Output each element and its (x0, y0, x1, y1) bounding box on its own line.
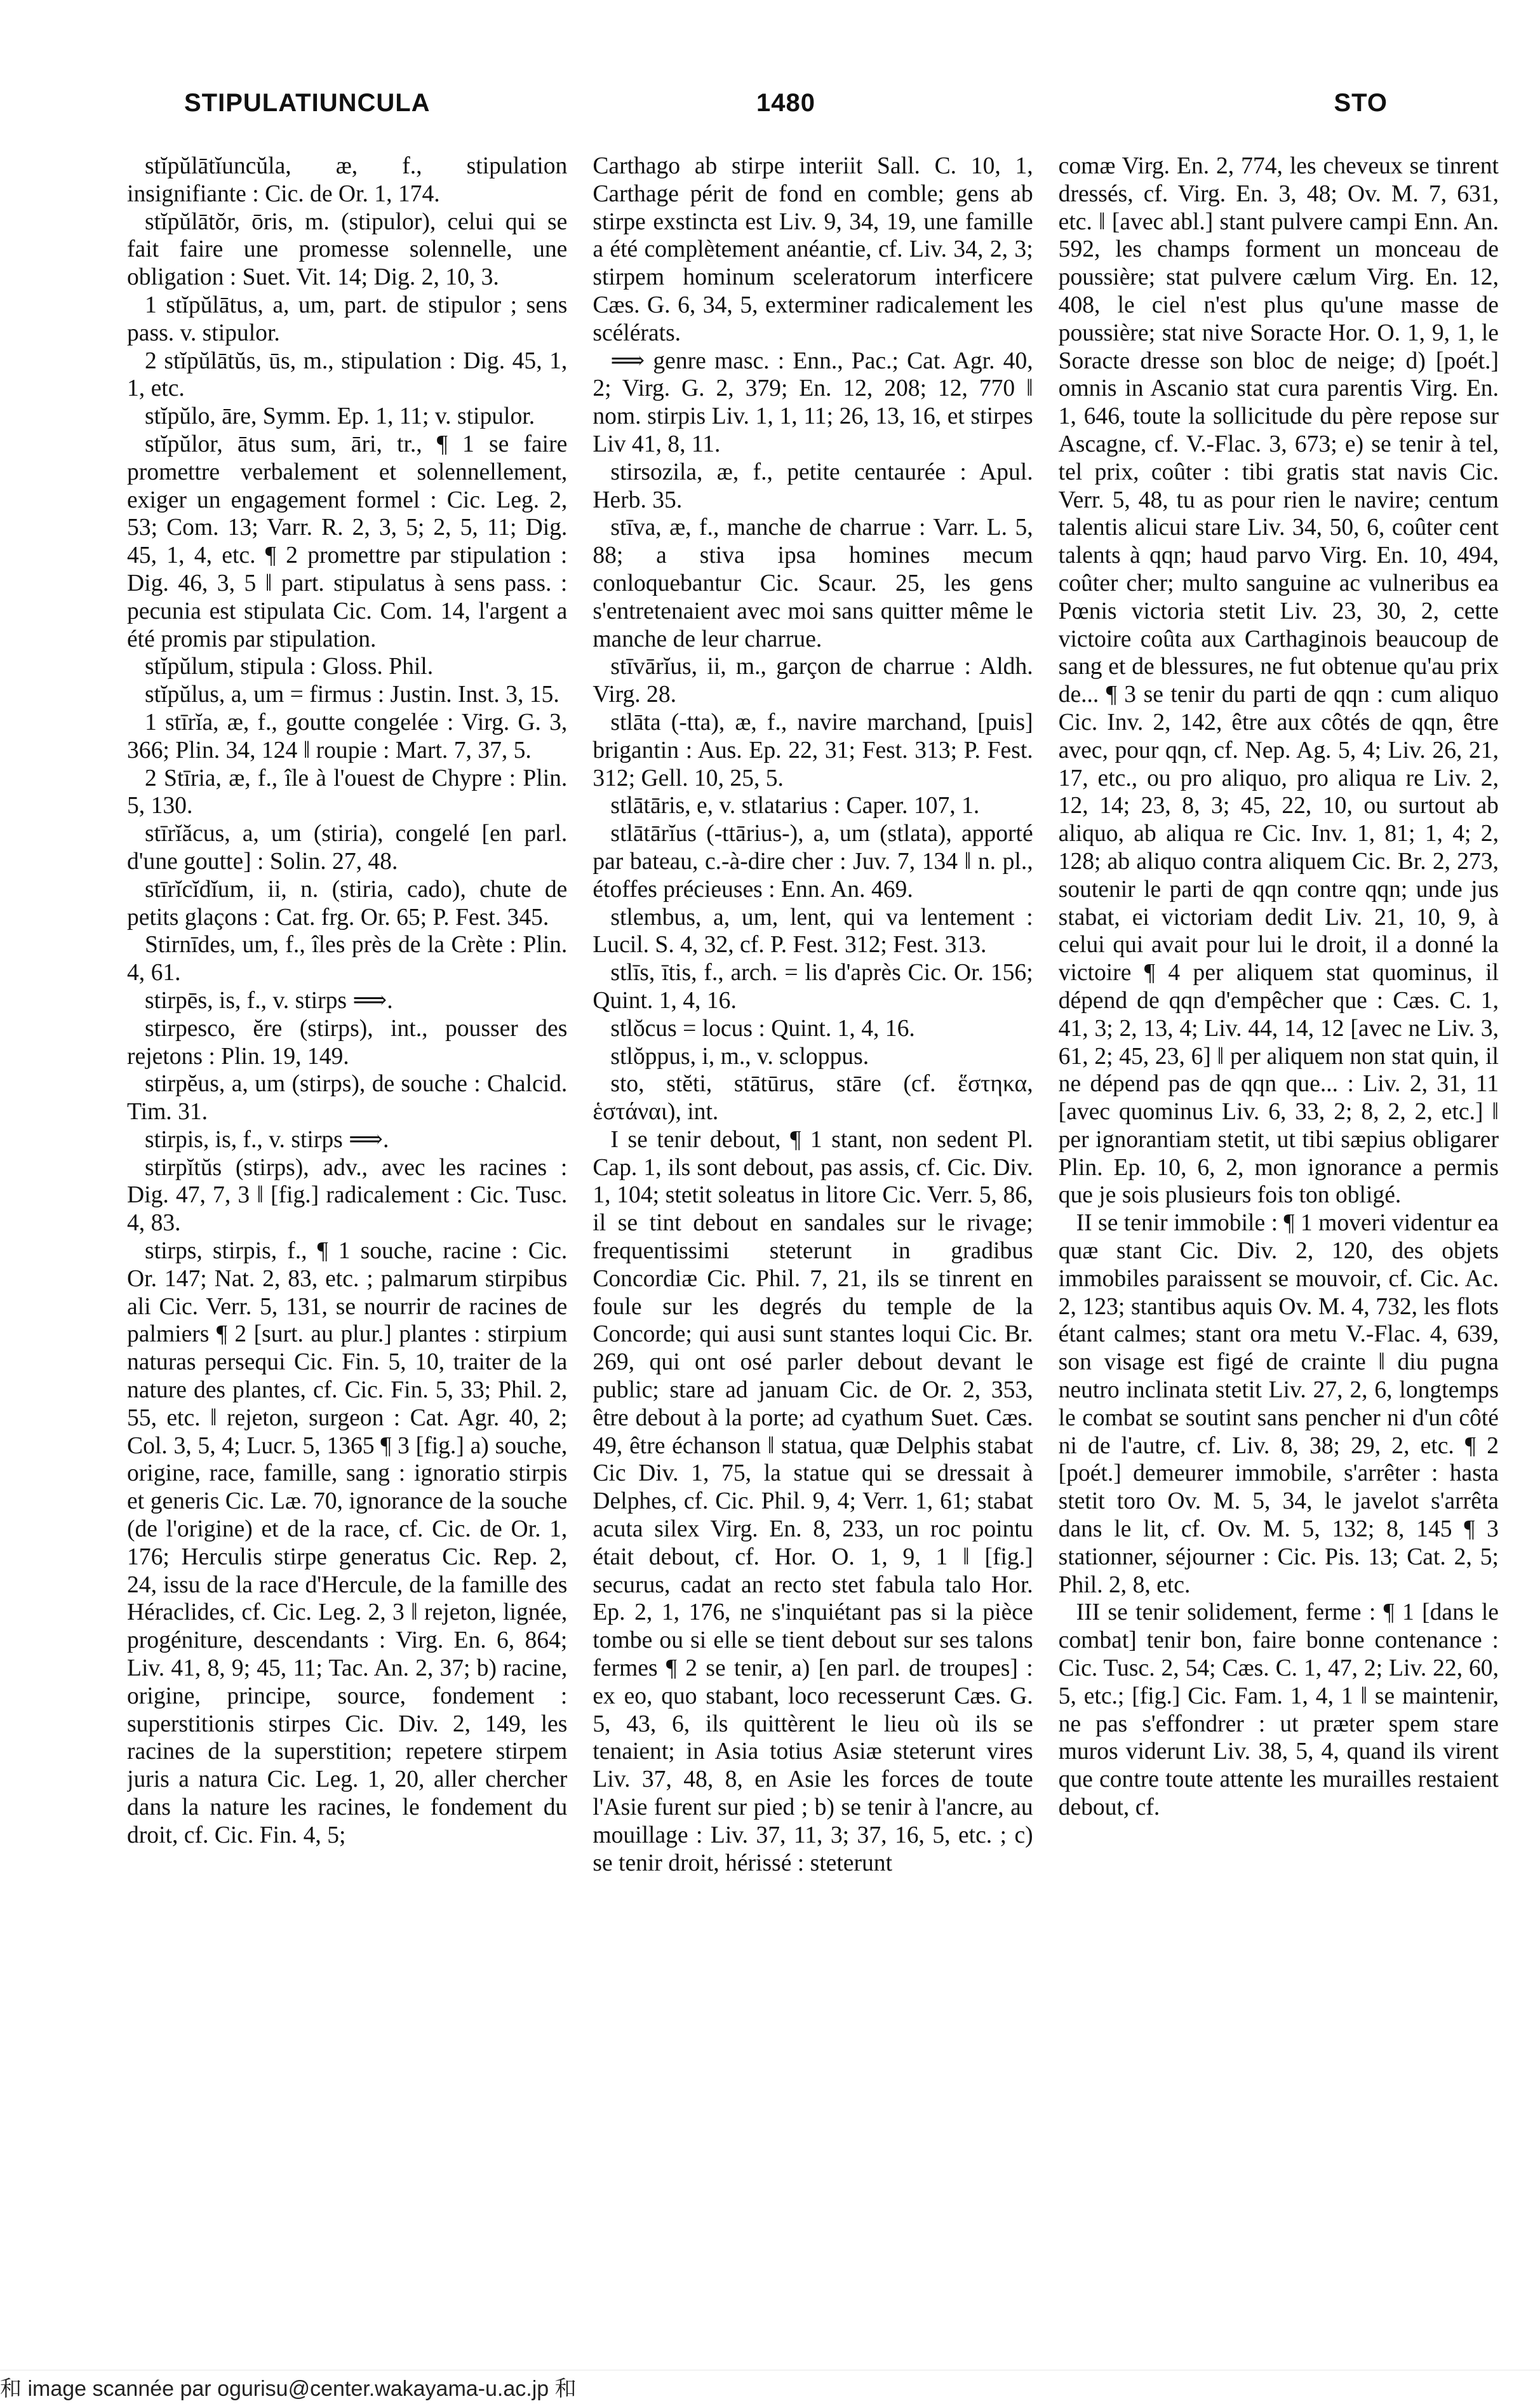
dictionary-entry: stlātārĭus (-ttārius-), a, um (stlata), apporté par bateau, c.-à-dire cher : Juv. 7, 134 ‖ n. pl., étoffes précieuses : Enn. An. 469. (593, 821, 1033, 903)
dictionary-entry: stlembus, a, um, lent, qui va lentement : Lucil. S. 4, 32, cf. P. Fest. 312; Fest. 313. (593, 904, 1033, 958)
dictionary-entry: stīva, æ, f., manche de charrue : Varr. L. 5, 88; a stiva ipsa homines mecum conloquebantur Cic. Scaur. 25, les gens s'entretenaient avec moi sans quitter même le manche de leur charrue. (593, 514, 1033, 652)
dictionary-entry: 1 stĭpŭlātus, a, um, part. de stipulor ; sens pass. v. stipulor. (127, 292, 568, 346)
dictionary-entry: stlātāris, e, v. stlatarius : Caper. 107, 1. (610, 793, 980, 819)
dictionary-entry: stĭpŭlum, stipula : Gloss. Phil. (145, 654, 434, 680)
dictionary-entry: stĭpŭlus, a, um = firmus : Justin. Inst. 3, 15. (145, 682, 559, 708)
scan-credit: 和 image scannée par ogurisu@center.wakayama-u.ac.jp 和 (0, 2377, 577, 2401)
dictionary-entry: III se tenir solidement, ferme : ¶ 1 [dans le combat] tenir bon, faire bonne contenance : Cic. Tusc. 2, 54; Cæs. C. 1, 47, 2; Liv. 22, 60, 5, etc.; [fig.] Cic. Fam. 1, 4, 1 ‖ se maintenir, ne pas s'effondrer : ut præter spem stare muros viderunt Liv. 38, 5, 4, quand ils virent que contre toute attente les murailles restaient debout, cf. (1058, 1599, 1499, 1821)
dictionary-entry: Carthago ab stirpe interiit Sall. C. 10, 1, Carthage périt de fond en comble; gens ab stirpe exstincta est Liv. 9, 34, 19, une famille a été complètement anéantie, cf. Liv. 34, 2, 3; stirpem hominum sceleratorum interficere Cæs. G. 6, 34, 5, exterminer radicalement les scélérats. (593, 153, 1033, 346)
column-2 (593, 152, 1033, 2337)
dictionary-entry: stlāta (-tta), æ, f., navire marchand, [puis] brigantin : Aus. Ep. 22, 31; Fest. 313; P. Fest. 312; Gell. 10, 25, 5. (593, 709, 1033, 791)
column-3 (1059, 152, 1499, 2337)
dictionary-entry: 1 stīrĭa, æ, f., goutte congelée : Virg. G. 3, 366; Plin. 34, 124 ‖ roupie : Mart. 7, 37, 5. (127, 709, 568, 763)
dictionary-entry: stirpesco, ĕre (stirps), int., pousser des rejetons : Plin. 19, 149. (127, 1015, 568, 1070)
dictionary-entry: stlŏcus = locus : Quint. 1, 4, 16. (610, 1015, 915, 1042)
column-1 (127, 152, 567, 2337)
dictionary-entry: stĭpŭlo, āre, Symm. Ep. 1, 11; v. stipulor. (145, 403, 535, 430)
dictionary-entry: stlīs, ītis, f., arch. = lis d'après Cic. Or. 156; Quint. 1, 4, 16. (593, 960, 1033, 1014)
running-head (184, 89, 1388, 133)
dictionary-entry: sto, stĕti, stātūrus, stāre (cf. ἕστηκα, ἑστάναι), int. (593, 1071, 1033, 1126)
page-number: 1480 (756, 89, 815, 117)
dictionary-entry: stirps, stirpis, f., ¶ 1 souche, racine : Cic. Or. 147; Nat. 2, 83, etc. ; palmarum stirpibus ali Cic. Verr. 5, 131, se nourrir de racines de palmiers ¶ 2 [surt. au plur.] plantes : stirpium naturas persequi Cic. Fin. 5, 10, traiter de la nature des plantes, cf. Cic. Fin. 5, 33; Phil. 2, 55, etc. ‖ rejeton, surgeon : Cat. Agr. 40, 2; Col. 3, 5, 4; Lucr. 5, 1365 ¶ 3 [fig.] a) souche, origine, race, famille, sang : ignoratio stirpis et generis Cic. Læ. 70, ignorance de la souche (de l'origine) et de la race, cf. Cic. de Or. 1, 176; Herculis stirpe generatus Cic. Rep. 2, 24, issu de la race d'Hercule, de la famille des Héraclides, cf. Cic. Leg. 2, 3 ‖ rejeton, lignée, progéniture, descendants : Virg. En. 6, 864; Liv. 41, 8, 9; 45, 11; Tac. An. 2, 37; b) racine, origine, principe, source, fondement : superstitionis stirpes Cic. Div. 2, 149, les racines de la superstition; repetere stirpem juris a natura Cic. Leg. 1, 20, aller chercher dans la nature les racines, le fondement du droit, cf. Cic. Fin. 4, 5; (127, 1238, 568, 1848)
header-last-word: STO (1334, 89, 1388, 117)
dictionary-entry: 2 stĭpŭlātŭs, ūs, m., stipulation : Dig. 45, 1, 1, etc. (127, 347, 568, 402)
text-columns (127, 152, 1499, 2337)
dictionary-entry: stirpēs, is, f., v. stirps ⟹. (145, 987, 393, 1014)
dictionary-entry: comæ Virg. En. 2, 774, les cheveux se tinrent dressés, cf. Virg. En. 3, 48; Ov. M. 7, 631, etc. ‖ [avec abl.] stant pulvere campi Enn. An. 592, les champs forment un monceau de poussière; stat pulvere cælum Virg. En. 12, 408, le ciel n'est plus qu'une masse de poussière; stat nive Soracte Hor. O. 1, 9, 1, le Soracte dresse son bloc de neige; d) [poét.] omnis in Ascanio stat cura parentis Virg. En. 1, 646, toute la sollicitude du père repose sur Ascagne, cf. V.-Flac. 3, 673; e) se tenir à tel, tel prix, coûter : tibi gratis stat navis Cic. Verr. 5, 48, tu as pour rien le navire; centum talentis alicui stare Liv. 34, 50, 6, coûter cent talents à qqn; haud parvo Virg. En. 10, 494, coûter cher; multo sanguine ac vulneribus ea Pœnis victoria stetit Liv. 23, 30, 2, cette victoire coûta aux Carthaginois beaucoup de sang et de blessures, ne fut obtenue qu'au prix de... ¶ 3 se tenir du parti de qqn : cum aliquo Cic. Inv. 2, 142, être aux côtés de qqn, être avec, pour qqn, cf. Nep. Ag. 5, 4; Liv. 26, 21, 17, etc., ou pro aliquo, pro aliqua re Liv. 2, 12, 14; 23, 8, 3; 45, 22, 10, ou surtout ab aliquo, ab aliqua re Cic. Inv. 1, 81; 1, 4; 2, 128; ab aliquo contra aliquem Cic. Br. 2, 273, soutenir le parti de qqn contre qqn; unde jus stabat, ei victoriam dedit Liv. 21, 10, 9, à celui qui avait pour lui le droit, il a donné la victoire ¶ 4 per aliquem stat quominus, il dépend de qqn d'empêcher que : Cæs. C. 1, 41, 3; 2, 13, 4; Liv. 44, 14, 12 [avec ne Liv. 3, 61, 2; 45, 23, 6] ‖ per aliquem non stat quin, il ne dépend pas de qqn que... : Liv. 2, 31, 11 [avec quominus Liv. 6, 33, 2; 8, 2, 2, etc.] ‖ per ignorantiam stetit, ut tibi sæpius obligarer Plin. Ep. 10, 6, 2, mon ignorance a permis que je sois plusieurs fois ton obligé. (1058, 153, 1499, 1209)
dictionary-entry: stĭpŭlor, ātus sum, āri, tr., ¶ 1 se faire promettre verbalement et solennellement, exiger un engagement formel : Cic. Leg. 2, 53; Com. 13; Varr. R. 2, 3, 5; 2, 5, 11; Dig. 45, 1, 4, etc. ¶ 2 promettre par stipulation : Dig. 46, 3, 5 ‖ part. stipulatus à sens pass. : pecunia est stipulata Cic. Com. 14, l'argent a été promis par stipulation. (127, 431, 568, 652)
dictionary-entry: 2 Stīria, æ, f., île à l'ouest de Chypre : Plin. 5, 130. (127, 765, 568, 819)
dictionary-entry: ⟹ genre masc. : Enn., Pac.; Cat. Agr. 40, 2; Virg. G. 2, 379; En. 12, 208; 12, 770 ‖ nom. stirpis Liv. 1, 1, 11; 26, 13, 16, et stirpes Liv 41, 8, 11. (593, 347, 1033, 457)
dictionary-entry: stīvārĭus, ii, m., garçon de charrue : Aldh. Virg. 28. (593, 654, 1033, 708)
dictionary-entry: stīrĭcĭdĭum, ii, n. (stiria, cado), chute de petits glaçons : Cat. frg. Or. 65; P. Fest. 345. (127, 876, 568, 931)
dictionary-entry: stirpis, is, f., v. stirps ⟹. (145, 1126, 389, 1153)
dictionary-entry: stirpĭtŭs (stirps), adv., avec les racines : Dig. 47, 7, 3 ‖ [fig.] radicalement : Cic. Tusc. 4, 83. (127, 1154, 568, 1237)
dictionary-entry: stirsozila, æ, f., petite centaurée : Apul. Herb. 35. (593, 459, 1033, 513)
dictionary-entry: stĭpŭlātŏr, ōris, m. (stipulor), celui qui se fait faire une promesse solennelle, une obligation : Suet. Vit. 14; Dig. 2, 10, 3. (127, 208, 568, 291)
dictionary-entry: stirpĕus, a, um (stirps), de souche : Chalcid. Tim. 31. (127, 1071, 568, 1126)
dictionary-entry: stĭpŭlātĭuncŭla, æ, f., stipulation insignifiante : Cic. de Or. 1, 174. (127, 153, 568, 207)
dictionary-entry: II se tenir immobile : ¶ 1 moveri videntur ea quæ stant Cic. Div. 2, 120, des objets immobiles paraissent se mouvoir, cf. Cic. Ac. 2, 123; stantibus aquis Ov. M. 4, 732, les flots étant calmes; stant ora metu V.-Flac. 4, 639, son visage est figé de crainte ‖ diu pugna neutro inclinata stetit Liv. 27, 2, 6, longtemps le combat se soutint sans pencher ni d'un côté ni de l'autre, cf. Liv. 8, 38; 29, 2, etc. ¶ 2 [poét.] demeurer immobile, s'arrêter : hasta stetit toro Ov. M. 5, 34, le javelot s'arrêta dans le lit, cf. Ov. M. 5, 132; 8, 145 ¶ 3 stationner, séjourner : Cic. Pis. 13; Cat. 2, 5; Phil. 2, 8, etc. (1058, 1210, 1499, 1598)
header-first-word: STIPULATIUNCULA (184, 89, 431, 117)
dictionary-entry: I se tenir debout, ¶ 1 stant, non sedent Pl. Cap. 1, ils sont debout, pas assis, cf. Cic. Div. 1, 104; stetit soleatus in litore Cic. Verr. 5, 86, il se tint debout en sandales sur le rivage; frequentissimi steterunt in gradibus Concordiæ Cic. Phil. 7, 21, ils se tinrent en foule sur les degrés du temple de la Concorde; qui ausi sunt stantes loqui Cic. Br. 269, qui ont osé parler debout devant le public; stare ad januam Cic. de Or. 2, 353, être debout à la porte; ad cyathum Suet. Cæs. 49, être échanson ‖ statua, quæ Delphis stabat Cic Div. 1, 75, la statue qui se dressait à Delphes, cf. Cic. Phil. 9, 4; Verr. 1, 61; stabat acuta silex Virg. En. 8, 233, un roc pointu était debout, cf. Hor. O. 1, 9, 1 ‖ [fig.] securus, cadat an recto stet fabula talo Hor. Ep. 2, 1, 176, ne s'inquiétant pas si la pièce tombe ou si elle se tient debout sur ses talons fermes ¶ 2 se tenir, a) [en parl. de troupes] : ex eo, quo stabant, loco recesserunt Cæs. G. 5, 43, 6, ils quittèrent le lieu où ils se tenaient; in Asia totius Asiæ steterunt vires Liv. 37, 48, 8, en Asie les forces de toute l'Asie furent sur pied ; b) se tenir à l'ancre, au mouillage : Liv. 37, 11, 3; 37, 16, 5, etc. ; c) se tenir droit, hérissé : steterunt (593, 1126, 1033, 1876)
dictionary-entry: stlŏppus, i, m., v. scloppus. (610, 1043, 869, 1070)
dictionary-entry: stīrĭăcus, a, um (stiria), congelé [en parl. d'une goutte] : Solin. 27, 48. (127, 821, 568, 875)
dictionary-entry: Stirnīdes, um, f., îles près de la Crète : Plin. 4, 61. (127, 932, 568, 986)
